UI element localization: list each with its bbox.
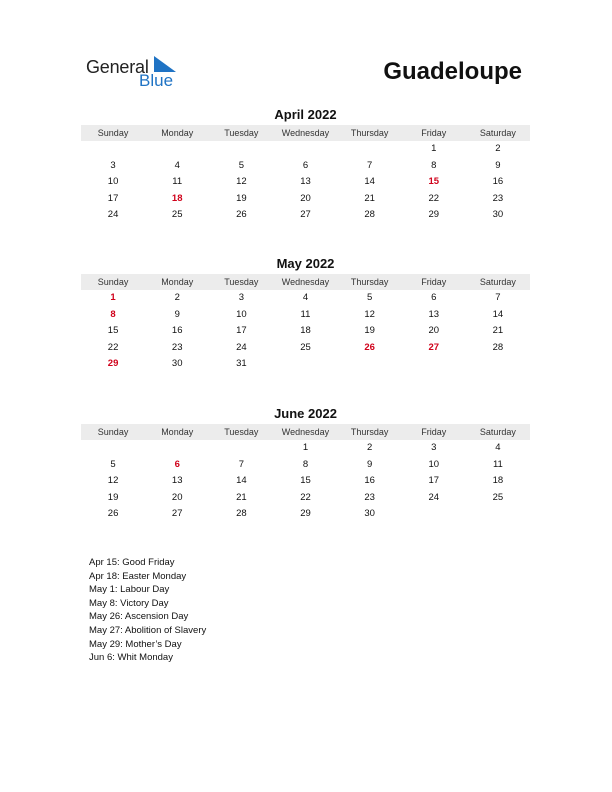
day-cell: 30 [492, 209, 504, 221]
weekday-header: Tuesday [224, 277, 259, 287]
holiday-date: 8 [110, 308, 116, 320]
country-title: Guadeloupe [383, 58, 522, 85]
month-title: June 2022 [274, 406, 337, 421]
day-cell: 6 [431, 292, 437, 303]
week-row [81, 191, 530, 208]
day-cell: 6 [302, 159, 309, 171]
week-row [81, 290, 530, 307]
day-cell: 17 [236, 325, 247, 337]
day-cell: 7 [366, 159, 373, 171]
day-cell: 8 [431, 159, 437, 171]
day-cell: 20 [171, 491, 183, 503]
weekday-header: Monday [161, 277, 194, 287]
day-cell [273, 356, 337, 373]
day-cell: 21 [236, 491, 247, 503]
day-cell: 11 [492, 458, 503, 470]
weekday-header: Saturday [479, 128, 516, 138]
month-block [81, 107, 530, 224]
weekday-header: Wednesday [281, 427, 330, 437]
day-cell: 2 [366, 442, 373, 453]
day-cell: 22 [107, 341, 119, 353]
weekday-header-row [81, 274, 530, 290]
month-block [81, 406, 530, 523]
day-cell [402, 506, 466, 523]
holiday-date: 15 [428, 176, 440, 188]
day-cell: 26 [236, 209, 247, 221]
week-row [81, 506, 530, 523]
holiday-date: 18 [171, 192, 183, 204]
day-cell: 10 [107, 176, 119, 188]
weekday-header: Thursday [350, 277, 389, 287]
day-cell: 24 [236, 341, 247, 353]
weekday-header: Friday [421, 277, 447, 287]
day-cell: 17 [428, 475, 440, 487]
weekday-header: Monday [161, 128, 194, 138]
holiday-item: May 1: Labour Day [89, 584, 170, 596]
day-cell [402, 356, 466, 373]
holiday-item: May 29: Mother’s Day [89, 638, 182, 650]
day-cell [81, 141, 145, 158]
day-cell: 15 [300, 475, 311, 487]
day-cell: 31 [236, 358, 247, 370]
day-cell [145, 141, 209, 158]
logo-text-blue: Blue [139, 71, 174, 90]
month-title: April 2022 [274, 107, 337, 122]
logo-flag-icon [154, 56, 176, 72]
day-cell [338, 141, 402, 158]
day-cell: 25 [171, 209, 183, 221]
day-cell: 15 [107, 325, 119, 337]
day-cell: 9 [366, 458, 373, 470]
week-row [81, 174, 530, 191]
day-cell: 19 [107, 491, 119, 503]
day-cell: 1 [302, 442, 309, 453]
week-row [81, 440, 530, 457]
weekday-header-row [81, 424, 530, 440]
day-cell: 7 [238, 458, 244, 470]
day-cell: 18 [300, 325, 311, 337]
day-cell: 16 [171, 325, 183, 337]
day-cell: 12 [107, 475, 119, 487]
day-cell: 22 [428, 192, 440, 204]
month-block [81, 256, 530, 373]
holiday-date: 26 [364, 341, 375, 353]
month-title: May 2022 [276, 256, 335, 271]
day-cell [466, 356, 530, 373]
day-cell: 20 [428, 325, 440, 337]
day-cell: 21 [492, 325, 504, 337]
day-cell: 9 [174, 308, 180, 320]
day-cell: 16 [492, 176, 504, 188]
week-row [81, 356, 530, 373]
day-cell: 8 [302, 458, 309, 470]
day-cell [81, 440, 145, 457]
week-row [81, 490, 530, 507]
weekday-header: Friday [421, 427, 447, 437]
day-cell: 13 [171, 475, 183, 487]
weekday-header: Tuesday [224, 427, 259, 437]
day-cell: 25 [300, 341, 311, 353]
weekday-header: Thursday [350, 128, 389, 138]
day-cell: 19 [236, 192, 247, 204]
weekday-header: Wednesday [281, 277, 330, 287]
day-cell: 5 [366, 292, 373, 303]
week-row [81, 307, 530, 324]
day-cell: 4 [174, 159, 180, 171]
day-cell: 17 [107, 192, 119, 204]
holiday-item: Jun 6: Whit Monday [89, 652, 173, 664]
day-cell: 10 [428, 458, 440, 470]
day-cell: 29 [428, 209, 440, 221]
day-cell [466, 506, 530, 523]
day-cell: 1 [431, 143, 437, 154]
day-cell: 2 [174, 292, 180, 303]
day-cell [145, 440, 209, 457]
day-cell: 21 [364, 192, 375, 204]
week-row [81, 207, 530, 224]
day-cell: 12 [236, 176, 247, 188]
week-row [81, 323, 530, 340]
weekday-header: Sunday [97, 427, 129, 437]
day-cell [209, 141, 273, 158]
day-cell: 16 [364, 475, 375, 487]
weekday-header: Friday [421, 128, 447, 138]
day-cell: 30 [171, 358, 183, 370]
day-cell: 14 [236, 475, 247, 487]
day-cell: 25 [492, 491, 504, 503]
week-row [81, 141, 530, 158]
day-cell: 14 [492, 308, 504, 320]
day-cell: 3 [238, 292, 244, 303]
weekday-header: Tuesday [224, 128, 259, 138]
day-cell: 2 [495, 143, 501, 154]
holiday-item: Apr 15: Good Friday [89, 557, 175, 568]
day-cell: 11 [172, 176, 183, 188]
week-row [81, 158, 530, 175]
week-row [81, 340, 530, 357]
day-cell [338, 356, 402, 373]
week-row [81, 457, 530, 474]
day-cell: 9 [495, 159, 501, 171]
day-cell: 7 [495, 292, 501, 303]
day-cell [209, 440, 273, 457]
day-cell: 28 [236, 508, 247, 520]
weekday-header-row [81, 125, 530, 141]
day-cell: 30 [364, 508, 375, 520]
week-row [81, 473, 530, 490]
weekday-header: Saturday [479, 427, 516, 437]
day-cell: 24 [428, 491, 440, 503]
day-cell: 26 [107, 508, 119, 520]
weekday-header: Sunday [97, 277, 129, 287]
day-cell: 23 [364, 491, 375, 503]
day-cell: 28 [492, 341, 504, 353]
generalblue-logo [86, 55, 186, 91]
day-cell: 27 [171, 508, 183, 520]
day-cell: 23 [171, 341, 183, 353]
holiday-item: May 26: Ascension Day [89, 611, 189, 623]
day-cell: 5 [110, 458, 116, 470]
holiday-date: 6 [174, 458, 180, 470]
day-cell: 29 [300, 508, 311, 520]
holiday-item: Apr 18: Easter Monday [89, 570, 187, 582]
day-cell: 23 [492, 192, 504, 204]
day-cell: 12 [364, 308, 375, 320]
holiday-date: 27 [428, 341, 440, 353]
weekday-header: Thursday [350, 427, 389, 437]
day-cell: 4 [495, 442, 501, 453]
logo-text-general: General [86, 57, 149, 77]
day-cell: 22 [300, 491, 311, 503]
day-cell: 14 [364, 176, 375, 188]
day-cell: 13 [300, 176, 311, 188]
day-cell: 27 [300, 209, 311, 221]
weekday-header: Wednesday [281, 128, 330, 138]
day-cell: 10 [236, 308, 247, 320]
day-cell: 4 [302, 292, 309, 303]
holiday-date: 1 [110, 292, 116, 303]
day-cell: 5 [238, 159, 244, 171]
weekday-header: Saturday [479, 277, 516, 287]
day-cell [273, 141, 337, 158]
weekday-header: Sunday [97, 128, 129, 138]
day-cell: 18 [492, 475, 504, 487]
weekday-header: Monday [161, 427, 194, 437]
day-cell: 24 [107, 209, 119, 221]
day-cell: 3 [431, 442, 437, 453]
holiday-item: May 8: Victory Day [89, 597, 169, 609]
holiday-item: May 27: Abolition of Slavery [89, 624, 207, 636]
day-cell: 20 [300, 192, 311, 204]
holiday-date: 29 [107, 358, 119, 370]
day-cell: 3 [110, 159, 116, 171]
day-cell: 11 [300, 308, 311, 320]
day-cell: 13 [428, 308, 440, 320]
day-cell: 19 [364, 325, 375, 337]
holiday-list [89, 556, 206, 665]
day-cell: 28 [364, 209, 375, 221]
